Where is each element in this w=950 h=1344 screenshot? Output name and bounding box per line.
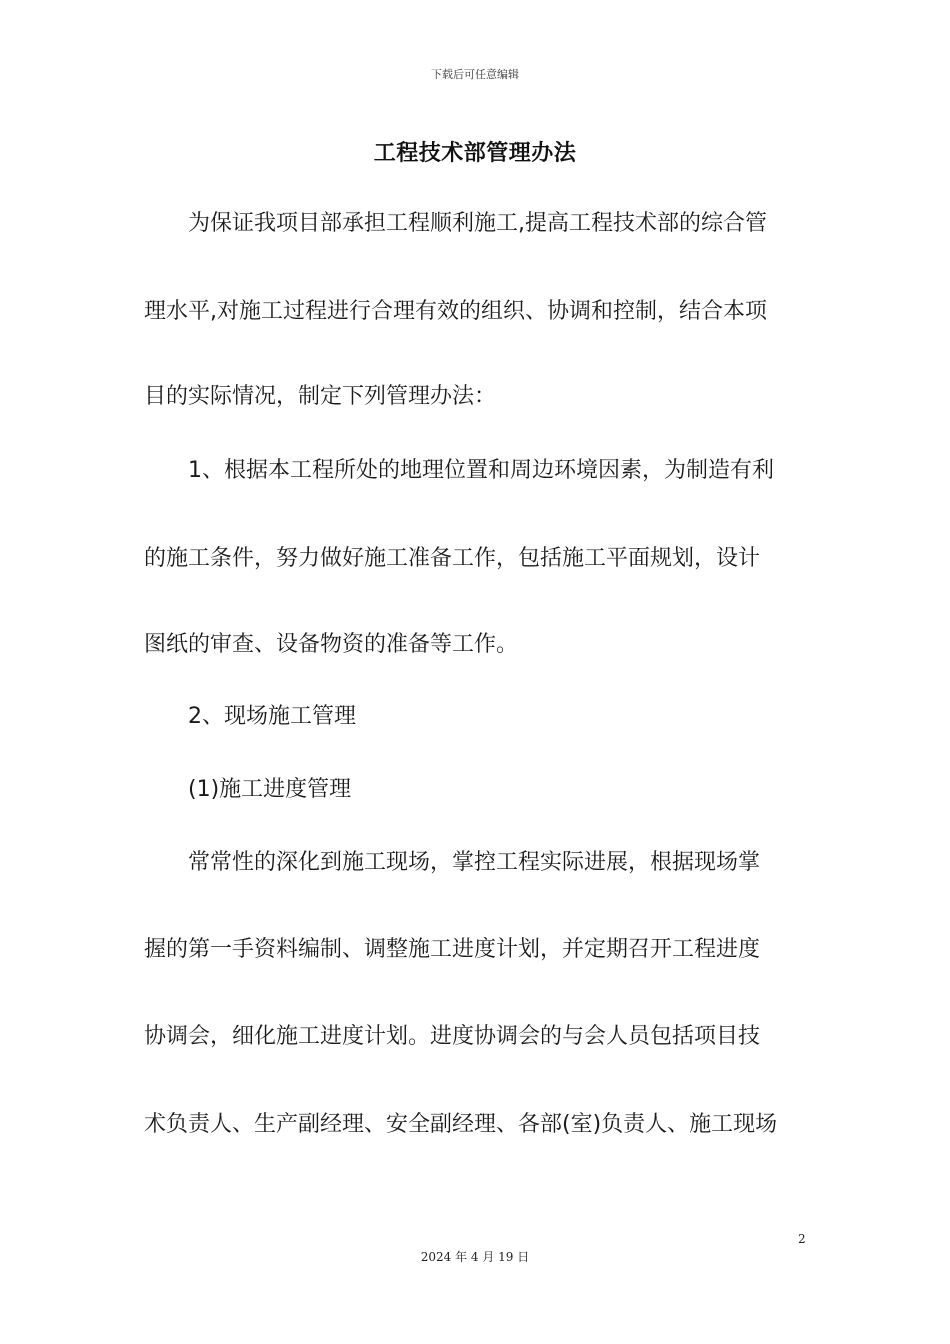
paragraph-line: 1、根据本工程所处的地理位置和周边环境因素，为制造有利 [188, 458, 774, 483]
document-title: 工程技术部管理办法 [373, 141, 577, 166]
paragraph-line: 理水平,对施工过程进行合理有效的组织、协调和控制，结合本项 [144, 299, 767, 324]
paragraph-line: 目的实际情况，制定下列管理办法： [144, 384, 497, 409]
header-note: 下载后可任意编辑 [431, 68, 519, 81]
paragraph-line: 为保证我项目部承担工程顺利施工,提高工程技术部的综合管 [188, 211, 767, 236]
footer-date: 2024 年 4 月 19 日 [420, 1250, 530, 1264]
paragraph-line: 术负责人、生产副经理、安全副经理、各部(室)负责人、施工现场 [144, 1112, 778, 1137]
paragraph-line: 协调会，细化施工进度计划。进度协调会的与会人员包括项目技 [144, 1024, 761, 1049]
subsection-heading: (1)施工进度管理 [188, 777, 352, 802]
paragraph-line: 握的第一手资料编制、调整施工进度计划，并定期召开工程进度 [144, 937, 761, 962]
section-heading: 2、现场施工管理 [188, 704, 356, 729]
paragraph-line: 图纸的审查、设备物资的准备等工作。 [144, 632, 519, 657]
paragraph-line: 的施工条件，努力做好施工准备工作，包括施工平面规划，设计 [144, 546, 761, 571]
paragraph-line: 常常性的深化到施工现场，掌控工程实际进展，根据现场掌 [188, 850, 761, 875]
page-number: 2 [798, 1232, 806, 1246]
